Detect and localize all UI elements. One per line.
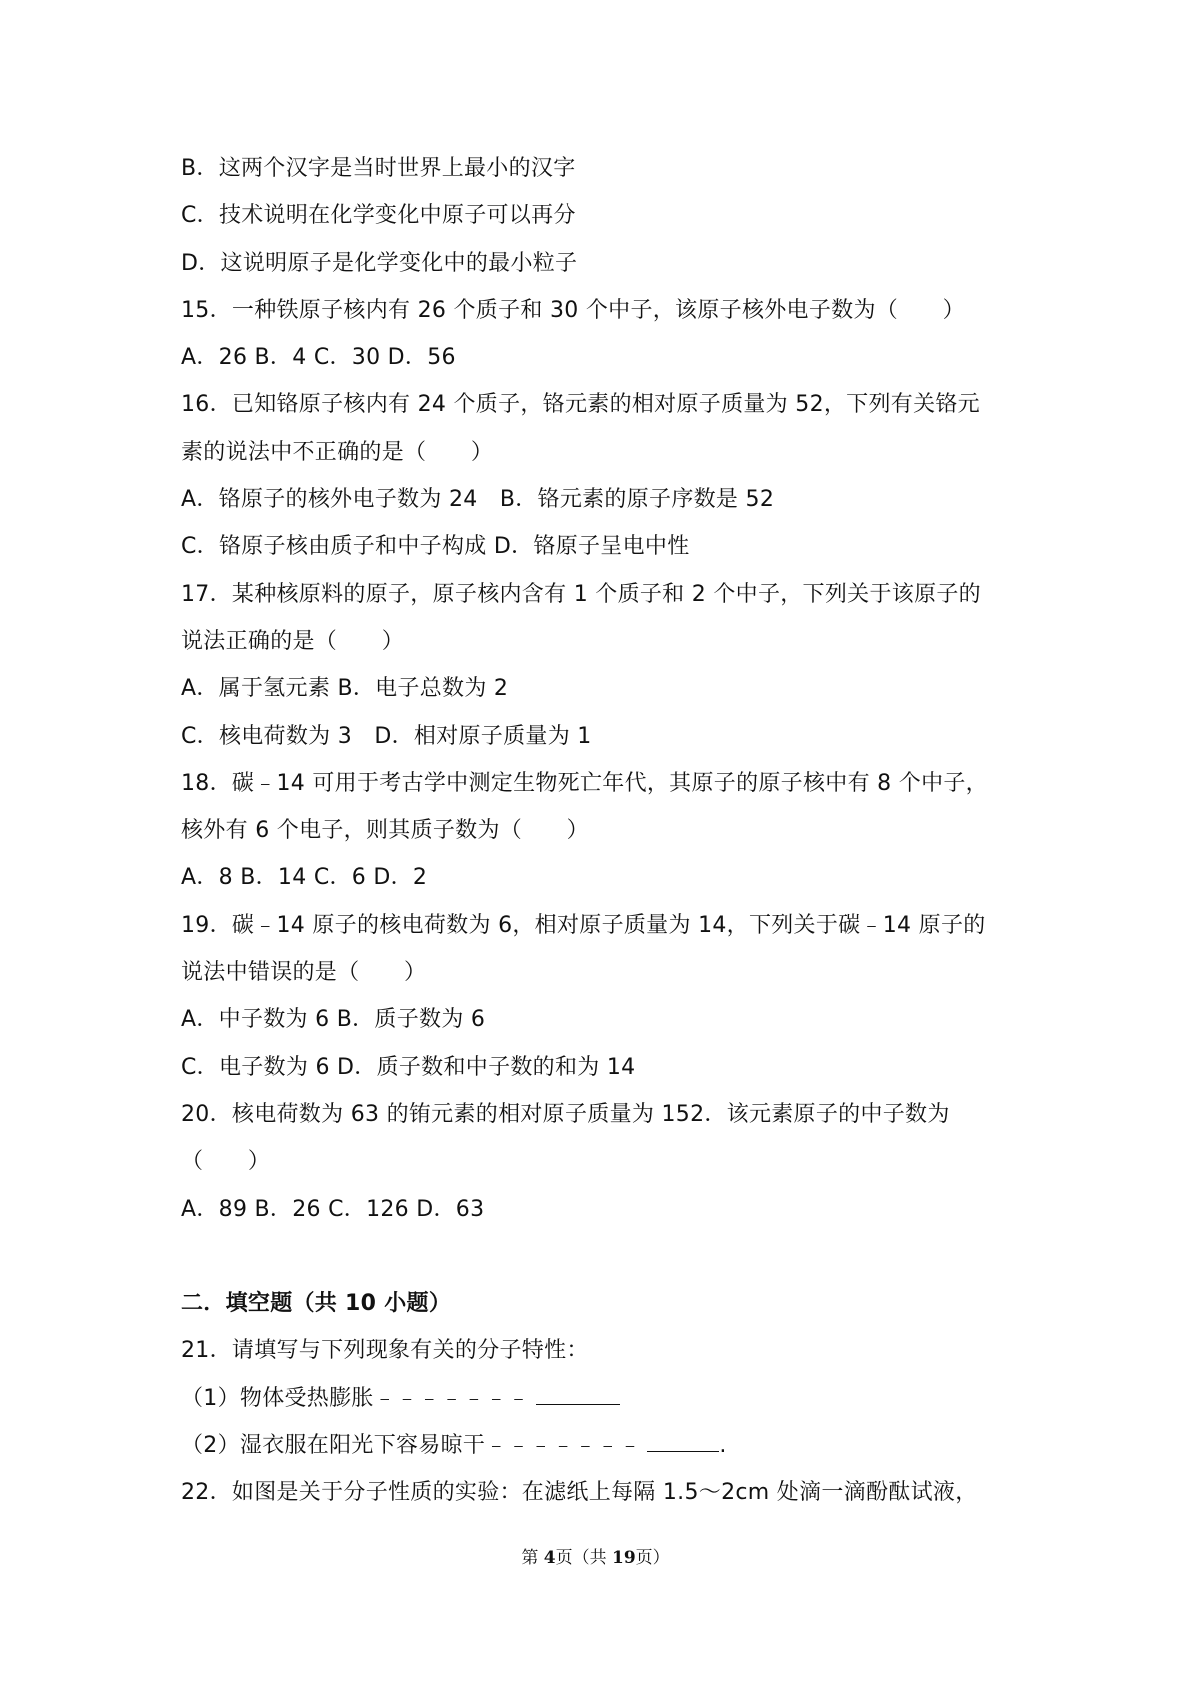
question-line: 核外有 6 个电子，则其质子数为（ ） xyxy=(181,818,589,844)
answer-blank[interactable] xyxy=(647,1429,719,1452)
option-line: A．8 B．14 C．6 D．2 xyxy=(181,865,428,891)
question-line: 说法中错误的是（ ） xyxy=(181,960,427,986)
option-line: A．铬原子的核外电子数为 24 B．铬元素的原子序数是 52 xyxy=(181,487,775,513)
question-line: 19．碳﹣14 原子的核电荷数为 6，相对原子质量为 14，下列关于碳﹣14 原子的 xyxy=(181,912,986,938)
fill-blank-text: （1）物体受热膨胀﹣﹣﹣﹣﹣﹣﹣ xyxy=(181,1385,530,1411)
option-line: D．这说明原子是化学变化中的最小粒子 xyxy=(181,250,578,276)
option-line: A．中子数为 6 B．质子数为 6 xyxy=(181,1007,486,1033)
option-line: C．技术说明在化学变化中原子可以再分 xyxy=(181,203,576,229)
footer-suffix: 页） xyxy=(635,1548,670,1568)
question-line: 16．已知铬原子核内有 24 个质子，铬元素的相对原子质量为 52，下列有关铬元 xyxy=(181,392,980,418)
question-line: 说法正确的是（ ） xyxy=(181,628,405,654)
question-line: 18．碳﹣14 可用于考古学中测定生物死亡年代，其原子的原子核中有 8 个中子， xyxy=(181,770,988,796)
footer-prefix: 第 xyxy=(521,1548,544,1568)
option-line: B．这两个汉字是当时世界上最小的汉字 xyxy=(181,156,576,181)
fill-blank-item xyxy=(181,1422,1021,1469)
option-line: A．89 B．26 C．126 D．63 xyxy=(181,1196,485,1222)
footer-page-number: 4 xyxy=(543,1548,556,1568)
fill-blank-text: （2）湿衣服在阳光下容易晾干﹣﹣﹣﹣﹣﹣﹣ xyxy=(181,1433,642,1459)
question-line: 22．如图是关于分子性质的实验：在滤纸上每隔 1.5～2cm 处滴一滴酚酞试液， xyxy=(181,1480,978,1506)
option-line: C．电子数为 6 D．质子数和中子数的和为 14 xyxy=(181,1054,636,1080)
page-footer xyxy=(0,1543,1191,1568)
question-line: 素的说法中不正确的是（ ） xyxy=(181,439,494,465)
page-content xyxy=(181,145,1021,1517)
question-line: 15．一种铁原子核内有 26 个质子和 30 个中子，该原子核外电子数为（ ） xyxy=(181,297,965,323)
section-spacer xyxy=(181,1233,1021,1280)
footer-middle: 页（共 xyxy=(555,1548,612,1568)
option-line: A．属于氢元素 B．电子总数为 2 xyxy=(181,676,509,702)
question-line: 20．核电荷数为 63 的铕元素的相对原子质量为 152．该元素原子的中子数为 xyxy=(181,1101,950,1127)
fill-blank-end: . xyxy=(719,1433,727,1459)
question-line: （ ） xyxy=(181,1149,271,1175)
question-line: 21．请填写与下列现象有关的分子特性： xyxy=(181,1338,589,1364)
option-line: A．26 B．4 C．30 D．56 xyxy=(181,345,456,371)
answer-blank[interactable] xyxy=(536,1382,620,1405)
fill-blank-item xyxy=(181,1375,1021,1422)
option-line: C．铬原子核由质子和中子构成 D．铬原子呈电中性 xyxy=(181,534,690,560)
footer-total-pages: 19 xyxy=(611,1548,636,1568)
question-line: 17．某种核原料的原子，原子核内含有 1 个质子和 2 个中子，下列关于该原子的 xyxy=(181,581,981,607)
option-line: C．核电荷数为 3 D．相对原子质量为 1 xyxy=(181,723,592,749)
section-heading: 二．填空题（共 10 小题） xyxy=(181,1291,452,1317)
